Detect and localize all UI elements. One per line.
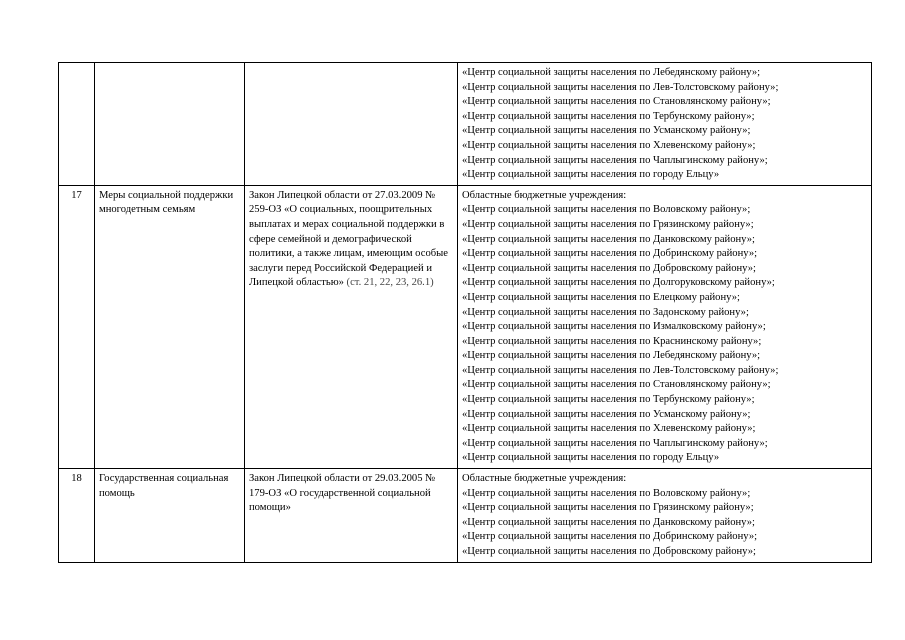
row-number: 18 bbox=[71, 473, 82, 485]
institution-item: «Центр социальной защиты населения по Добровскому району»; bbox=[462, 546, 756, 557]
institution-item: «Центр социальной защиты населения по Усманскому району»; bbox=[462, 125, 751, 137]
row-number-cell bbox=[59, 469, 95, 563]
institution-item: «Центр социальной защиты населения по Задонскому району»; bbox=[462, 306, 749, 318]
row-number: 17 bbox=[71, 189, 82, 201]
law-text: Закон Липецкой области от 27.03.2009 № 259-ОЗ «О социальных, поощрительных выплатах и мерах социальной поддержки в сфере семейной и демографической политики, а также лицам, имеющим особые заслуги перед Российской Федерацией и Липецкой областью» bbox=[249, 189, 448, 289]
institution-item: «Центр социальной защиты населения по Лебедянскому району»; bbox=[462, 350, 761, 362]
document-table bbox=[58, 62, 872, 563]
institutions-cell bbox=[458, 185, 872, 468]
institution-item: «Центр социальной защиты населения по Усманскому району»; bbox=[462, 408, 751, 420]
table-row bbox=[59, 185, 872, 468]
institution-item: «Центр социальной защиты населения по Лев-Толстовскому району»; bbox=[462, 364, 779, 376]
institution-item: «Центр социальной защиты населения по Тербунскому району»; bbox=[462, 394, 755, 406]
institution-item: «Центр социальной защиты населения по городу Ельцу» bbox=[462, 169, 720, 181]
institution-item: «Центр социальной защиты населения по Долгоруковскому району»; bbox=[462, 277, 775, 289]
row-number-cell bbox=[59, 63, 95, 186]
institution-item: «Центр социальной защиты населения по Добринскому району»; bbox=[462, 531, 758, 543]
law-text: Закон Липецкой области от 29.03.2005 № 179-ОЗ «О государственной социальной помощи» bbox=[249, 473, 436, 514]
institution-item: «Центр социальной защиты населения по Воловскому району»; bbox=[462, 487, 751, 499]
institution-item: «Центр социальной защиты населения по Чаплыгинскому району»; bbox=[462, 437, 768, 449]
table-row bbox=[59, 63, 872, 186]
institution-item: «Центр социальной защиты населения по Данковскому району»; bbox=[462, 233, 755, 245]
institution-item: «Центр социальной защиты населения по Становлянскому району»; bbox=[462, 96, 771, 108]
institution-item: «Центр социальной защиты населения по Лебедянскому району»; bbox=[462, 67, 761, 78]
institution-item: «Центр социальной защиты населения по Хлевенскому району»; bbox=[462, 139, 756, 151]
institution-item: «Центр социальной защиты населения по городу Ельцу» bbox=[462, 452, 720, 464]
institution-item: «Центр социальной защиты населения по Грязинскому району»; bbox=[462, 502, 754, 514]
measure-cell bbox=[95, 469, 245, 563]
institution-item: «Центр социальной защиты населения по Воловскому району»; bbox=[462, 204, 751, 216]
law-cell bbox=[245, 63, 458, 186]
institution-item: «Центр социальной защиты населения по Хлевенскому району»; bbox=[462, 423, 756, 435]
institutions-header: Областные бюджетные учреждения: bbox=[462, 473, 627, 485]
law-cell bbox=[245, 185, 458, 468]
row-number-cell bbox=[59, 185, 95, 468]
institution-item: «Центр социальной защиты населения по Тербунскому району»; bbox=[462, 110, 755, 122]
institution-item: «Центр социальной защиты населения по Добринскому району»; bbox=[462, 248, 758, 260]
institution-item: «Центр социальной защиты населения по Измалковскому району»; bbox=[462, 321, 766, 333]
document-table-body bbox=[59, 63, 872, 563]
institution-item: «Центр социальной защиты населения по Краснинскому району»; bbox=[462, 335, 762, 347]
measure-name: Государственная социальная помощь bbox=[99, 473, 229, 499]
measure-cell bbox=[95, 63, 245, 186]
measure-name: Меры социальной поддержки многодетным семьям bbox=[99, 189, 234, 216]
institution-item: «Центр социальной защиты населения по Грязинскому району»; bbox=[462, 218, 754, 230]
institution-item: «Центр социальной защиты населения по Становлянскому району»; bbox=[462, 379, 771, 391]
institution-item: «Центр социальной защиты населения по Чаплыгинскому району»; bbox=[462, 154, 768, 166]
institutions-header: Областные бюджетные учреждения: bbox=[462, 189, 627, 201]
law-article-reference: (ст. 21, 22, 23, 26.1) bbox=[343, 277, 434, 289]
measure-cell bbox=[95, 185, 245, 468]
institutions-cell bbox=[458, 469, 872, 563]
institution-item: «Центр социальной защиты населения по Елецкому району»; bbox=[462, 291, 740, 303]
institution-item: «Центр социальной защиты населения по Данковскому району»; bbox=[462, 516, 755, 528]
institution-item: «Центр социальной защиты населения по Лев-Толстовскому району»; bbox=[462, 81, 779, 93]
law-cell bbox=[245, 469, 458, 563]
institutions-cell bbox=[458, 63, 872, 186]
institution-item: «Центр социальной защиты населения по Добровскому району»; bbox=[462, 262, 756, 274]
table-row bbox=[59, 469, 872, 563]
